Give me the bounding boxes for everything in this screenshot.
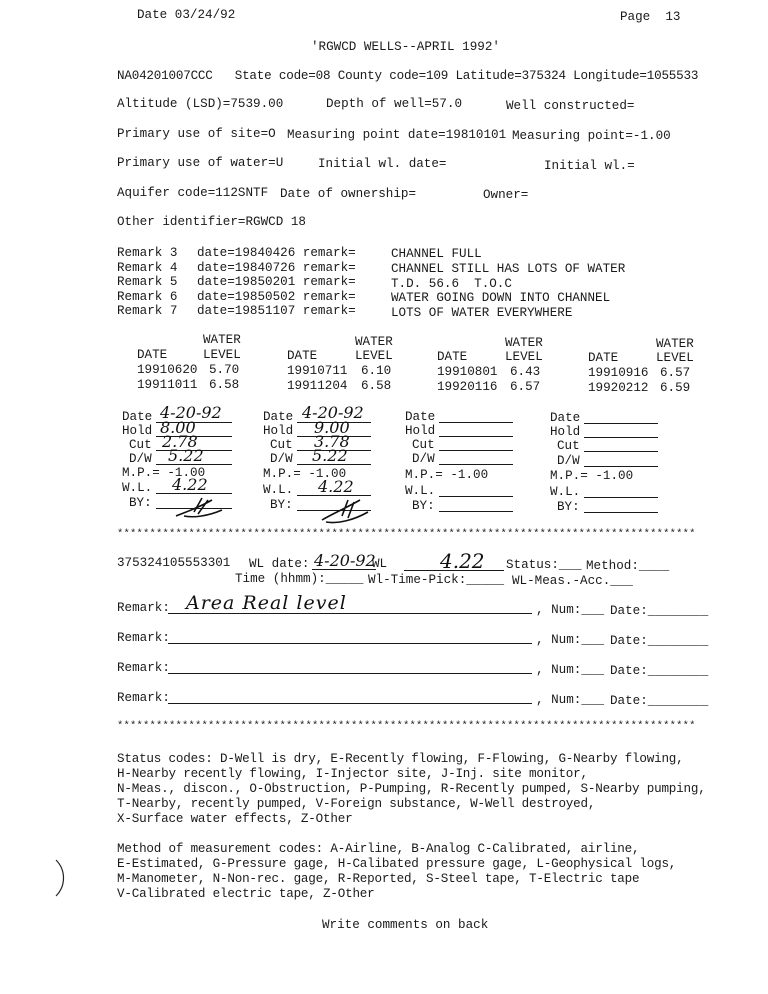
site-number: 375324105553301 xyxy=(117,556,231,570)
separator-line: ***************************************************************************************** xyxy=(117,720,696,732)
header-level: LEVEL xyxy=(203,348,241,362)
method-codes-line: Method of measurement codes: A-Airline, B-Analog C-Calibrated, airline, xyxy=(117,842,640,856)
header-water: WATER xyxy=(505,336,543,350)
method-codes-line: M-Manometer, N-Non-rec. gage, R-Reported, S-Steel tape, T-Electric tape xyxy=(117,872,640,886)
table-cell-level: 5.70 xyxy=(209,363,240,377)
field-label-dw: D/W xyxy=(129,452,152,466)
handwritten-hold[interactable]: 8.00 xyxy=(160,418,196,437)
remark-text: CHANNEL STILL HAS LOTS OF WATER xyxy=(391,262,626,276)
separator-line: ***************************************************************************************** xyxy=(117,528,696,540)
field-label-date: Date xyxy=(550,411,581,425)
header-level: LEVEL xyxy=(505,350,543,364)
well-depth: Depth of well=57.0 xyxy=(326,97,463,111)
remark-date-field[interactable]: Date:________ xyxy=(610,634,709,648)
remark-label: Remark 3 xyxy=(117,246,178,260)
table-cell-level: 6.57 xyxy=(510,380,541,394)
field-label-mp: M.P.= -1.00 xyxy=(550,469,634,483)
field-label-hold: Hold xyxy=(263,424,294,438)
other-identifier: Other identifier=RGWCD 18 xyxy=(117,215,306,229)
header-level: LEVEL xyxy=(355,349,393,363)
time-field[interactable]: Time (hhmm):_____ xyxy=(235,572,364,586)
remark-field-2[interactable] xyxy=(168,643,532,644)
field-line xyxy=(584,423,658,424)
method-codes-line: E-Estimated, G-Pressure gage, H-Calibated pressure gage, L-Geophysical logs, xyxy=(117,857,677,871)
header-level: LEVEL xyxy=(656,351,694,365)
field-line xyxy=(439,511,513,512)
page-number: Page 13 xyxy=(620,10,681,24)
owner: Owner= xyxy=(483,188,529,202)
status-codes-line: N-Meas., discon., O-Obstruction, P-Pumping, R-Recently pumped, S-Nearby pumping, xyxy=(117,782,706,796)
field-label-wl: W.L. xyxy=(405,484,436,498)
field-line xyxy=(439,496,513,497)
footer-note: Write comments on back xyxy=(322,918,489,932)
field-label-cut: Cut xyxy=(270,438,293,452)
field-label-hold: Hold xyxy=(405,424,436,438)
field-label-date: Date xyxy=(122,410,153,424)
table-cell-level: 6.59 xyxy=(660,381,691,395)
remark-text: T.D. 56.6 T.O.C xyxy=(391,277,512,291)
field-label-date: Date xyxy=(405,410,436,424)
table-cell-level: 6.58 xyxy=(209,378,240,392)
measuring-point-date: Measuring point date=19810101 xyxy=(287,128,507,142)
status-codes-line: H-Nearby recently flowing, I-Injector site, J-Inj. site monitor, xyxy=(117,767,588,781)
field-line xyxy=(584,512,658,513)
remark-date: date=19850502 remark= xyxy=(197,290,356,304)
primary-use-water: Primary use of water=U xyxy=(117,156,284,170)
remark-label: Remark 5 xyxy=(117,275,178,289)
field-label-hold: Hold xyxy=(122,424,153,438)
method-codes-line: V-Calibrated electric tape, Z-Other xyxy=(117,887,375,901)
remark-label: Remark 6 xyxy=(117,290,178,304)
initials-signature xyxy=(312,494,372,526)
field-label-cut: Cut xyxy=(557,439,580,453)
measuring-point: Measuring point=-1.00 xyxy=(512,129,671,143)
remark-label: Remark 7 xyxy=(117,304,178,318)
table-cell-date: 19910620 xyxy=(137,363,198,377)
field-label-mp: M.P.= -1.00 xyxy=(405,468,489,482)
initial-wl: Initial wl.= xyxy=(544,159,635,173)
wl-date-label: WL date: xyxy=(249,557,310,571)
remark-date: date=19851107 remark= xyxy=(197,304,356,318)
wl-label: WL xyxy=(372,557,388,571)
field-label-by: BY: xyxy=(129,496,152,510)
field-label-cut: Cut xyxy=(129,438,152,452)
header-water: WATER xyxy=(203,333,241,347)
table-cell-date: 19910801 xyxy=(437,365,498,379)
field-label-by: BY: xyxy=(412,499,435,513)
handwritten-wl[interactable]: 4.22 xyxy=(172,475,208,494)
num-field[interactable]: , Num:___ xyxy=(536,693,605,707)
handwritten-remark[interactable]: Area Real level xyxy=(186,592,347,614)
field-line xyxy=(439,464,513,465)
report-title: 'RGWCD WELLS--APRIL 1992' xyxy=(311,40,500,54)
remark-date-field[interactable]: Date:________ xyxy=(610,604,709,618)
handwritten-date[interactable]: 4-20-92 xyxy=(160,403,222,422)
altitude: Altitude (LSD)=7539.00 xyxy=(117,97,284,111)
date-of-ownership: Date of ownership= xyxy=(280,187,417,201)
header-date: DATE xyxy=(137,348,168,362)
field-label-wl: W.L. xyxy=(122,481,153,495)
field-line xyxy=(439,450,513,451)
field-label-mp: M.P.= -1.00 xyxy=(263,467,347,481)
handwritten-dw[interactable]: 5.22 xyxy=(168,446,204,465)
remark-date: date=19840726 remark= xyxy=(197,261,356,275)
primary-use-site: Primary use of site=O xyxy=(117,127,276,141)
table-cell-date: 19910711 xyxy=(287,364,348,378)
header-date: DATE xyxy=(588,351,619,365)
remark-field-label: Remark: xyxy=(117,691,170,705)
handwritten-cut[interactable]: 2.78 xyxy=(162,432,198,451)
print-date: Date 03/24/92 xyxy=(137,8,236,22)
wl-value[interactable]: 4.22 xyxy=(440,549,485,573)
status-codes-line: X-Surface water effects, Z-Other xyxy=(117,812,353,826)
remark-field-label: Remark: xyxy=(117,631,170,645)
remark-field-label: Remark: xyxy=(117,661,170,675)
wl-meas-acc-field[interactable]: WL-Meas.-Acc.___ xyxy=(512,574,633,588)
status-codes-line: T-Nearby, recently pumped, V-Foreign substance, W-Well destroyed, xyxy=(117,797,596,811)
field-line xyxy=(439,436,513,437)
header-date: DATE xyxy=(437,350,468,364)
method-field[interactable]: Method:____ xyxy=(586,559,670,573)
remark-date-field[interactable]: Date:________ xyxy=(610,694,709,708)
site-id-line: NA04201007CCC State code=08 County code=109 Latitude=375324 Longitude=1055533 xyxy=(117,69,699,83)
field-label-dw: D/W xyxy=(412,452,435,466)
remark-date-field[interactable]: Date:________ xyxy=(610,664,709,678)
field-label-dw: D/W xyxy=(270,452,293,466)
field-line xyxy=(584,437,658,438)
table-cell-date: 19920116 xyxy=(437,380,498,394)
field-label-dw: D/W xyxy=(557,454,580,468)
num-field[interactable]: , Num:___ xyxy=(536,603,605,617)
table-cell-level: 6.58 xyxy=(361,379,392,393)
remark-date: date=19850201 remark= xyxy=(197,275,356,289)
status-codes-line: Status codes: D-Well is dry, E-Recently flowing, F-Flowing, G-Nearby flowing, xyxy=(117,752,684,766)
field-label-date: Date xyxy=(263,410,294,424)
remark-date: date=19840426 remark= xyxy=(197,246,356,260)
binder-hole-mark xyxy=(52,858,68,898)
field-label-cut: Cut xyxy=(412,438,435,452)
field-label-by: BY: xyxy=(270,498,293,512)
aquifer-code: Aquifer code=112SNTF xyxy=(117,186,269,200)
handwritten-cut[interactable]: 3.78 xyxy=(314,432,350,451)
field-label-mp: M.P.= -1.00 xyxy=(122,466,206,480)
remark-label: Remark 4 xyxy=(117,261,178,275)
initial-wl-date: Initial wl. date= xyxy=(318,157,447,171)
handwritten-date[interactable]: 4-20-92 xyxy=(302,403,364,422)
field-label-hold: Hold xyxy=(550,425,581,439)
table-cell-date: 19920212 xyxy=(588,381,649,395)
well-constructed: Well constructed= xyxy=(506,99,635,113)
table-cell-date: 19911011 xyxy=(137,378,198,392)
field-line xyxy=(584,451,658,452)
table-cell-level: 6.43 xyxy=(510,365,541,379)
remark-field-4[interactable] xyxy=(168,703,532,704)
table-cell-level: 6.57 xyxy=(660,366,691,380)
header-water: WATER xyxy=(656,337,694,351)
header-date: DATE xyxy=(287,349,318,363)
handwritten-dw[interactable]: 5.22 xyxy=(312,446,348,465)
remark-text: LOTS OF WATER EVERYWHERE xyxy=(391,306,573,320)
table-cell-level: 6.10 xyxy=(361,364,392,378)
field-label-wl: W.L. xyxy=(263,483,294,497)
remark-field-3[interactable] xyxy=(168,673,532,674)
num-field[interactable]: , Num:___ xyxy=(536,633,605,647)
field-label-wl: W.L. xyxy=(550,485,581,499)
field-line xyxy=(439,422,513,423)
remark-text: WATER GOING DOWN INTO CHANNEL xyxy=(391,291,611,305)
remark-field-label: Remark: xyxy=(117,601,170,615)
field-line xyxy=(584,466,658,467)
field-line xyxy=(584,497,658,498)
header-water: WATER xyxy=(355,335,393,349)
field-label-by: BY: xyxy=(557,500,580,514)
handwritten-wl[interactable]: 4.22 xyxy=(318,477,354,496)
initials-signature xyxy=(168,494,228,520)
wl-date-value[interactable]: 4-20-92 xyxy=(314,551,376,570)
table-cell-date: 19911204 xyxy=(287,379,348,393)
table-cell-date: 19910916 xyxy=(588,366,649,380)
wl-time-pick-field[interactable]: Wl-Time-Pick:_____ xyxy=(368,573,505,587)
num-field[interactable]: , Num:___ xyxy=(536,663,605,677)
handwritten-hold[interactable]: 9.00 xyxy=(314,418,350,437)
remark-text: CHANNEL FULL xyxy=(391,247,482,261)
status-field[interactable]: Status:___ xyxy=(506,558,582,572)
